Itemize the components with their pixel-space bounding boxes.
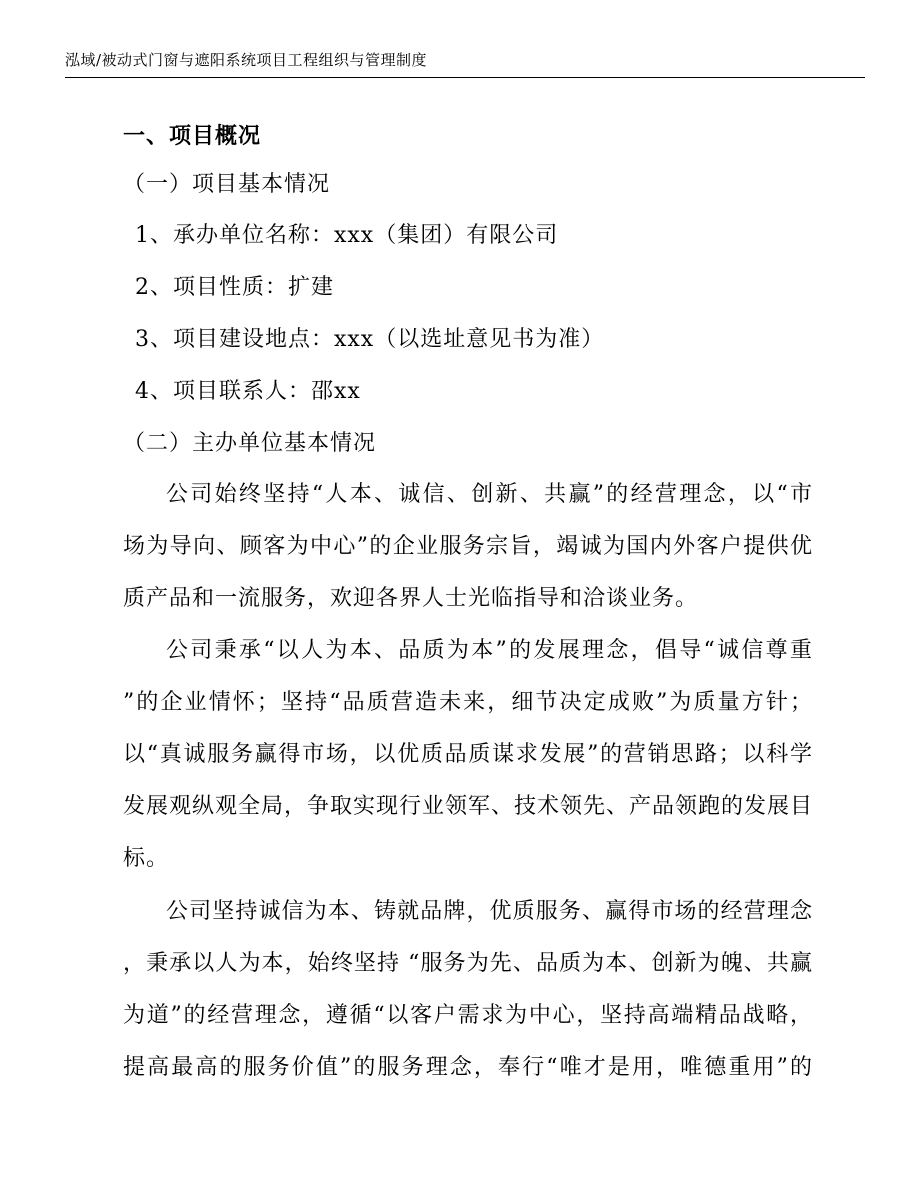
info-item-org: 1、承办单位名称：xxx（集团）有限公司 (135, 223, 559, 248)
paragraph-3-line-1: 公司坚持诚信为本、铸就品牌，优质服务、赢得市场的经营理念 (166, 899, 813, 924)
paragraph-3-line-2: ，秉承以人为本，始终坚持 “服务为先、品质为本、创新为魄、共赢 (123, 951, 813, 976)
paragraph-1-line-2: 场为导向、顾客为中心”的企业服务宗旨，竭诚为国内外客户提供优 (123, 534, 813, 559)
paragraph-1-line-3: 质产品和一流服务，欢迎各界人士光临指导和洽谈业务。 (123, 586, 699, 611)
paragraph-3-line-3: 为道”的经营理念，遵循“以客户需求为中心，坚持高端精品战略， (123, 1003, 813, 1028)
paragraph-2-line-5: 标。 (123, 846, 170, 871)
paragraph-2-line-1: 公司秉承“以人为本、品质为本”的发展理念，倡导“诚信尊重 (166, 638, 813, 663)
info-item-contact: 4、项目联系人：邵xx (135, 379, 361, 404)
paragraph-2-line-2: ”的企业情怀；坚持“品质营造未来，细节决定成败”为质量方针； (123, 690, 813, 715)
paragraph-3-line-4: 提高最高的服务价值”的服务理念，奉行“唯才是用，唯德重用”的 (123, 1055, 813, 1080)
paragraph-1-line-1: 公司始终坚持“人本、诚信、创新、共赢”的经营理念，以“市 (166, 482, 813, 507)
subsection-heading-1: （一）项目基本情况 (123, 172, 331, 197)
header-title: 泓域/被动式门窗与遮阳系统项目工程组织与管理制度 (65, 51, 428, 69)
section-heading: 一、项目概况 (123, 123, 262, 149)
header-divider (65, 77, 865, 78)
info-item-location: 3、项目建设地点：xxx（以选址意见书为准） (135, 327, 605, 352)
paragraph-2-line-3: 以“真诚服务赢得市场，以优质品质谋求发展”的营销思路；以科学 (123, 742, 813, 767)
info-item-nature: 2、项目性质：扩建 (135, 275, 334, 300)
subsection-heading-2: （二）主办单位基本情况 (123, 431, 377, 456)
paragraph-2-line-4: 发展观纵观全局，争取实现行业领军、技术领先、产品领跑的发展目 (123, 794, 814, 819)
